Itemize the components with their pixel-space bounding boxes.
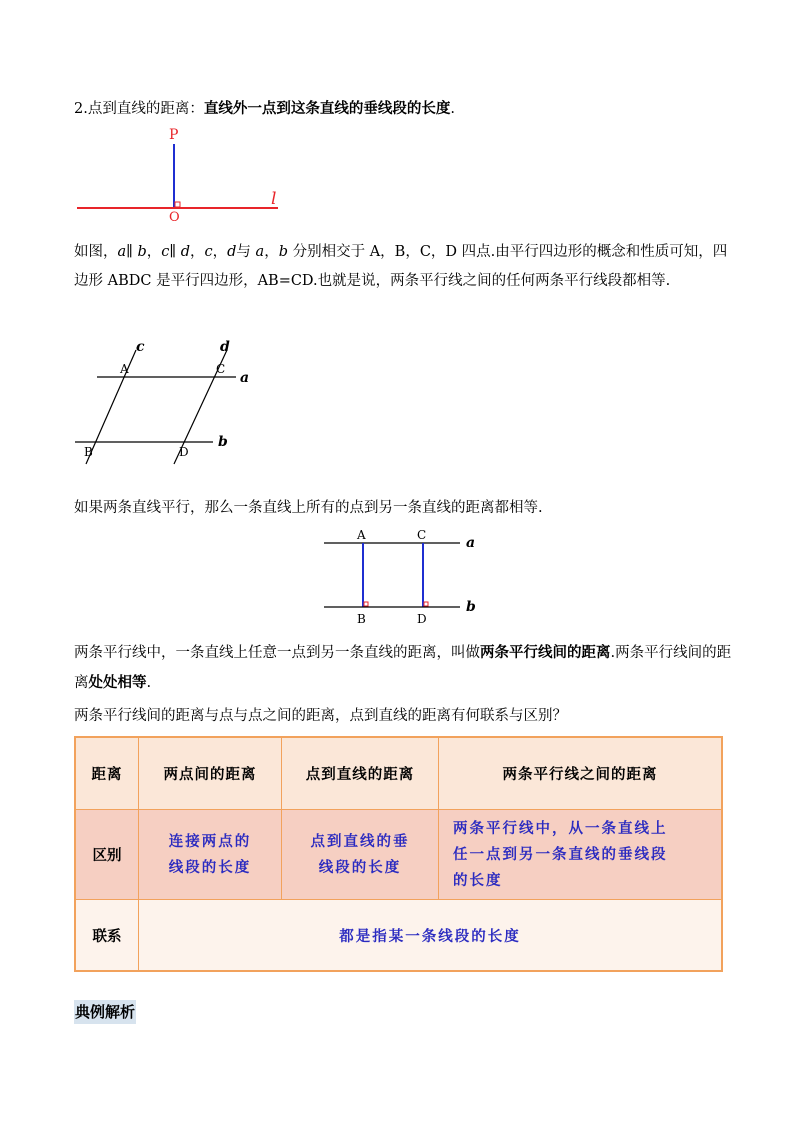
right-angle-mark [364,602,368,606]
var-b: b [137,244,147,260]
comparison-table [74,736,723,972]
label-D: D [417,612,427,626]
parallel-symbol: ∥ [126,244,138,260]
definition-2 [74,94,734,124]
definition-end: . [450,101,455,117]
label-C: C [417,528,427,542]
text-run: ， [190,244,205,260]
paragraph-equal-distance: 如果两条直线平行，那么一条直线上所有的点到另一条直线的距离都相等. [74,500,543,516]
var-d: d [227,244,237,260]
label-A: A [120,362,129,376]
diff-cell-point-line [282,810,439,900]
section-title: 典例解析 [74,1000,136,1024]
text-run: 与 [236,244,256,260]
header-cell [76,738,139,810]
text-run: ， [264,244,279,260]
var-a: a [255,244,265,260]
cell-line: 线段的长度 [168,858,252,876]
cell-line: 两条平行线中，从一条直线上 [453,819,668,837]
figure-point-line-distance [70,124,290,224]
text-run: . [146,675,152,691]
label-D: D [179,445,189,459]
label-c: c [136,339,145,355]
header-label: 点到直线的距离 [305,766,415,783]
text-run: ， [146,244,162,260]
label-b: b [466,599,476,615]
label-a: a [240,370,250,386]
row-label-difference [76,810,139,900]
var-a: a [117,244,127,260]
var-c: c [161,244,170,260]
connection-text: 都是指某一条线段的长度 [339,928,521,945]
definition-bold: 直线外一点到这条直线的垂线段的长度 [203,100,451,117]
text-run: 两条平行线中，一条直线上任意一点到另一条直线的距离，叫做 [74,645,480,661]
paragraph-parallel-definition [74,638,734,698]
diff-cell-parallel-lines [439,810,721,900]
header-cell [139,738,282,810]
header-label: 两点间的距离 [163,766,257,783]
cell-line: 任一点到另一条直线的垂线段 [453,845,668,863]
text-run: 如图， [74,244,118,260]
term-equal-everywhere: 处处相等 [88,674,147,691]
label-d: d [220,339,230,355]
label-O: O [169,210,180,224]
header-cell [439,738,721,810]
label-B: B [84,445,93,459]
text-run: 分别相交于 A，B，C，D 四点.由平行四边形的概念和性质可知，四边形 ABDC 是平行四边形，AB=CD.也就是说，两条平行线之间的任何两条平行线段都相等. [74,244,728,289]
text-run: .两条平行线间的距离 [74,645,732,691]
connection-cell [139,900,721,970]
header-label: 距离 [91,766,123,783]
label-a: a [466,535,476,551]
row-label-connection [76,900,139,970]
var-c: c [204,244,213,260]
header-cell [282,738,439,810]
parallel-symbol: ∥ [169,244,181,260]
label-C: C [216,362,226,376]
var-d: d [180,244,190,260]
cell-line: 点到直线的垂 [310,832,410,850]
cell-line: 线段的长度 [318,858,402,876]
diff-cell-two-points [139,810,282,900]
figure-parallelogram [70,336,270,466]
label-P: P [169,127,179,143]
cell-line: 连接两点的 [168,832,252,850]
term-parallel-distance: 两条平行线间的距离 [480,644,611,661]
figure-parallel-distance [318,524,488,628]
definition-prefix: 2.点到直线的距离： [74,101,204,117]
header-label: 两条平行线之间的距离 [502,766,658,783]
right-angle-mark [424,602,428,606]
var-b: b [278,244,288,260]
cell-line: 的长度 [453,871,503,889]
label-B: B [357,612,366,626]
row-label: 区别 [92,847,122,864]
row-label: 联系 [92,927,122,945]
text-run: ， [212,244,228,260]
paragraph-question: 两条平行线间的距离与点与点之间的距离，点到直线的距离有何联系与区别？ [74,708,567,724]
label-A: A [357,528,366,542]
right-angle-mark [175,202,180,207]
label-b: b [218,434,228,450]
paragraph-parallelogram [74,238,734,296]
label-l: l [271,189,277,209]
